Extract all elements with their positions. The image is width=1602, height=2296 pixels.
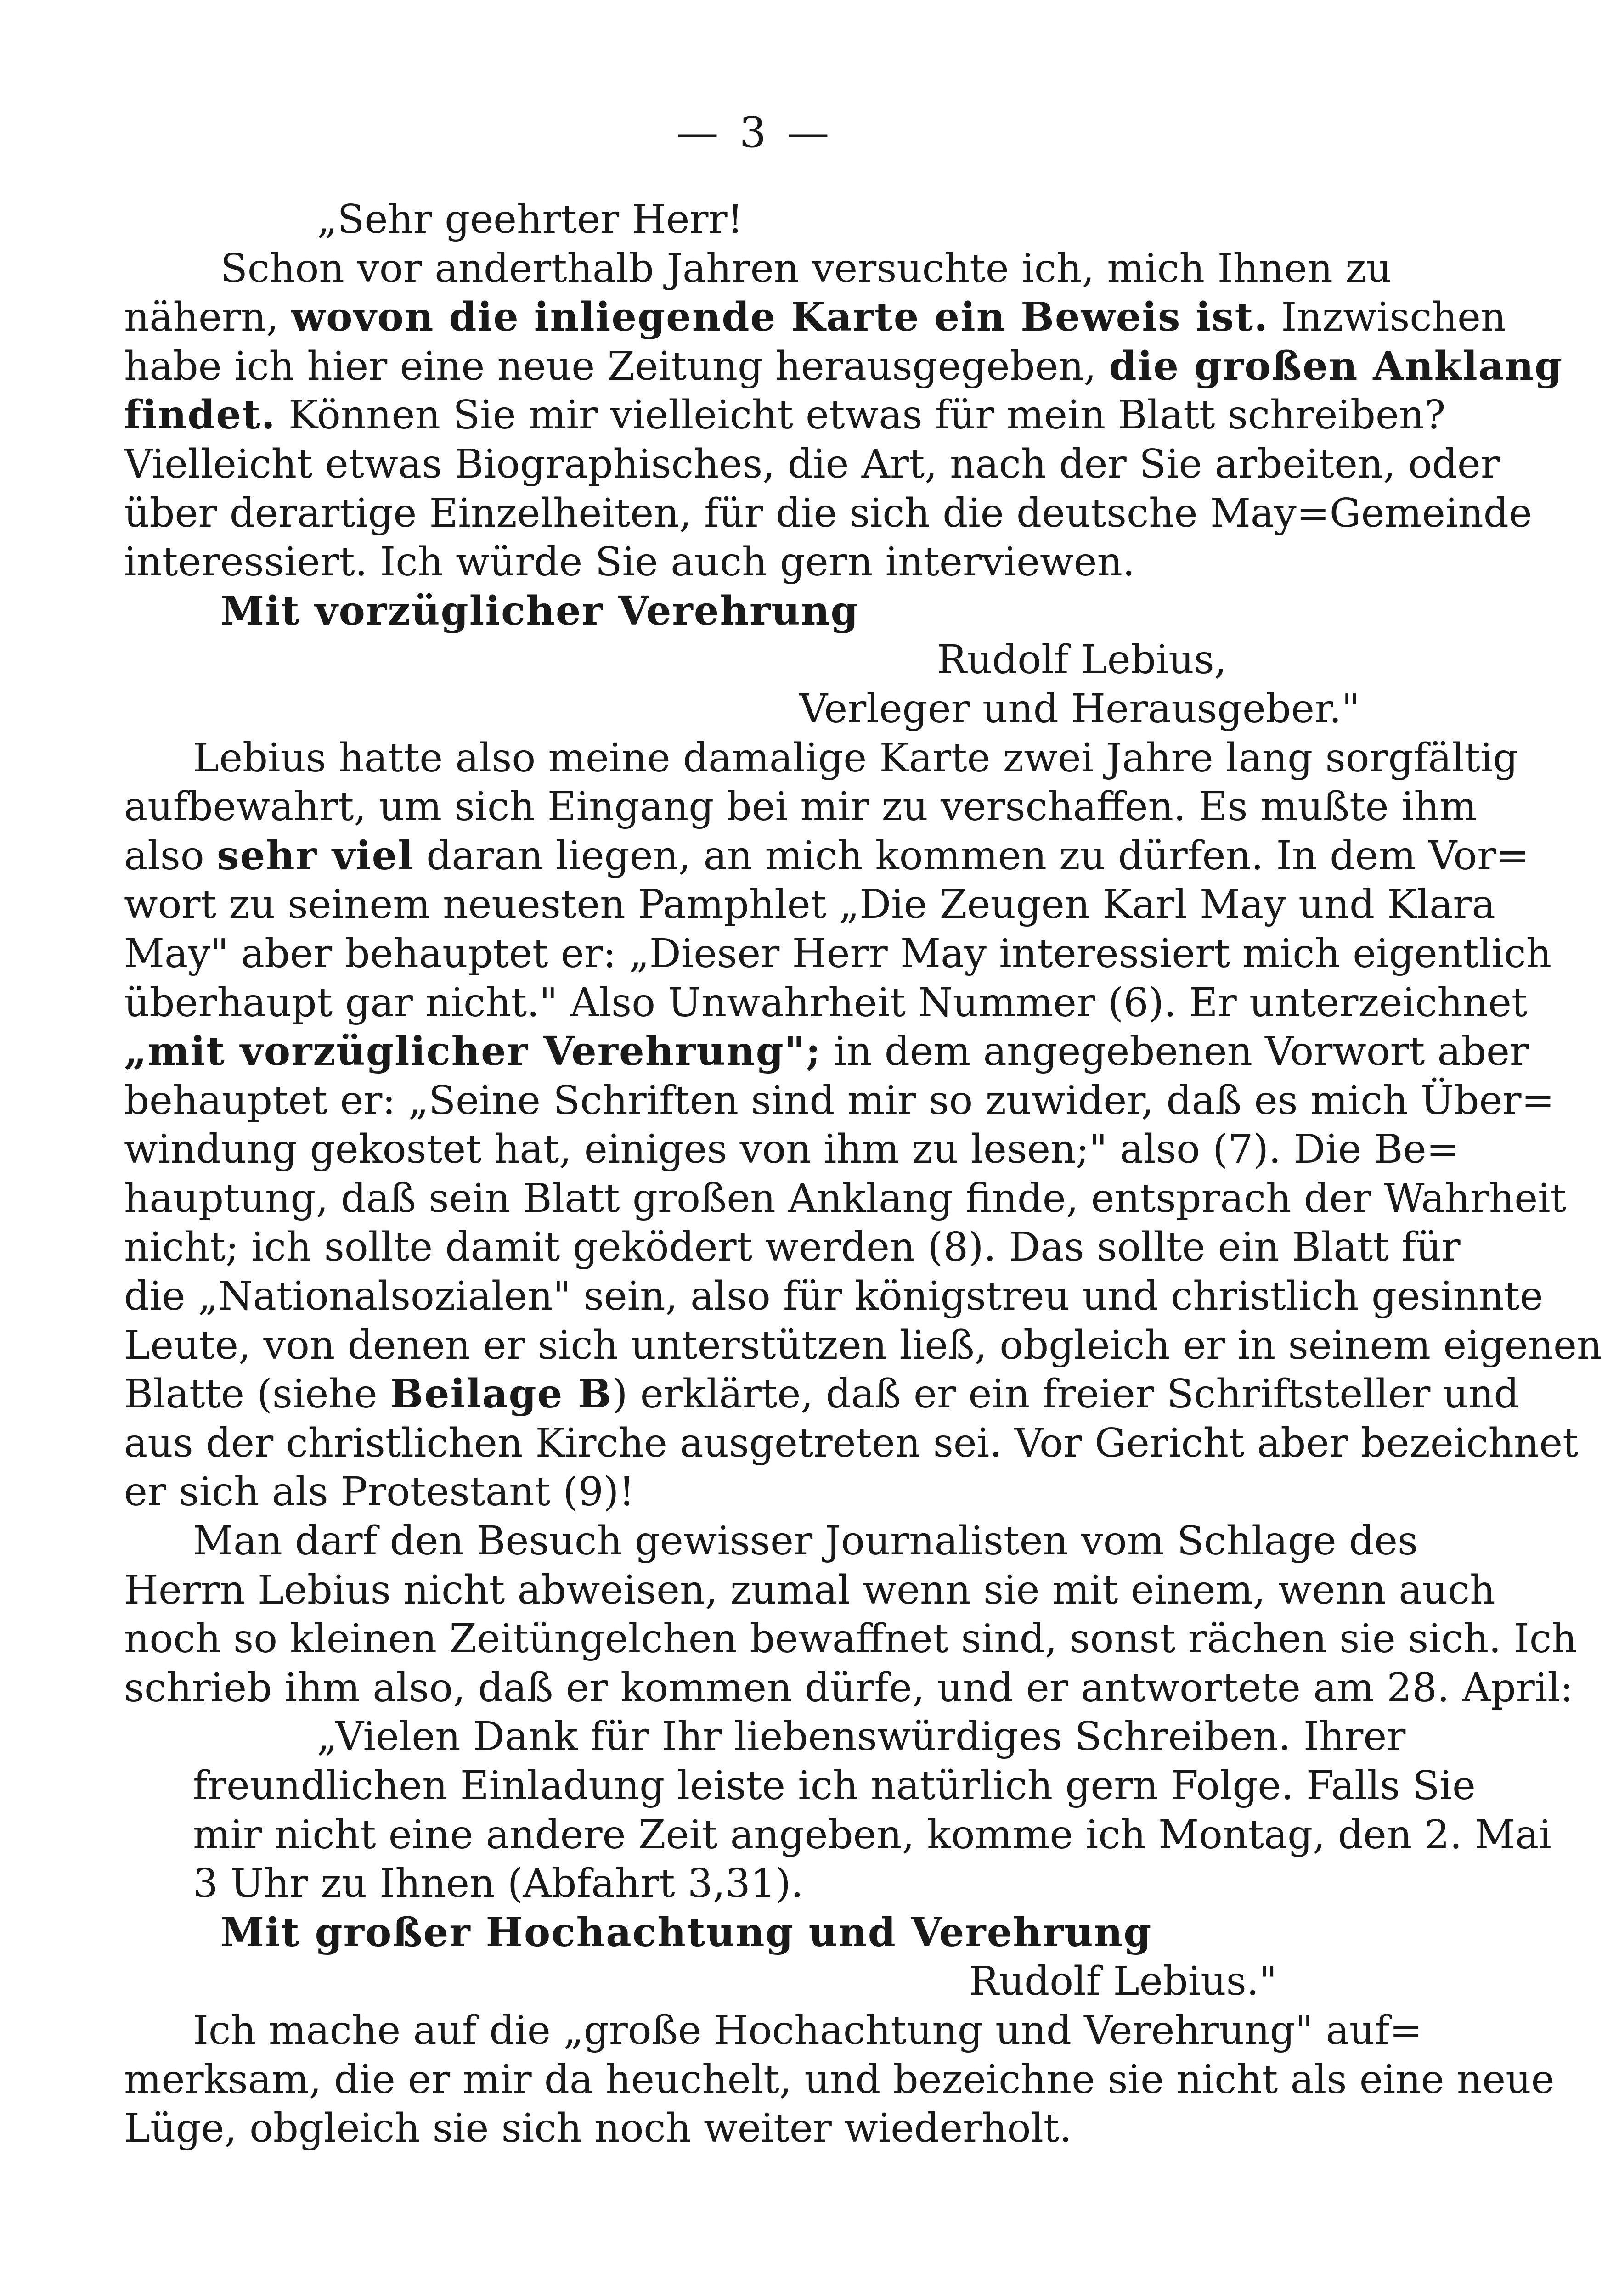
- text-line: [124, 929, 1552, 979]
- text-segment: Können Sie mir vielleicht etwas für mein Blatt schreiben?: [276, 392, 1446, 439]
- text-line: [124, 636, 1392, 685]
- text-line: [124, 1859, 1392, 1908]
- body-text: [124, 195, 1602, 2153]
- text-line: [124, 1321, 1602, 1370]
- text-segment: Leute, von denen er sich unterstützen ließ, obgleich er in seinem eigenen: [124, 1322, 1602, 1368]
- text-segment: Lüge, obgleich sie sich noch weiter wiederholt.: [124, 2105, 1072, 2152]
- emphasized-text: Mit großer Hochachtung und Verehrung: [220, 1909, 1152, 1956]
- text-segment: wort zu seinem neuesten Pamphlet „Die Zeugen Karl May und Klara: [124, 882, 1495, 928]
- text-segment: Lebius hatte also meine damalige Karte zwei Jahre lang sorgfältig: [193, 735, 1518, 781]
- emphasized-text: findet.: [124, 392, 276, 439]
- text-segment: interessiert. Ich würde Sie auch gern interviewen.: [124, 539, 1135, 585]
- text-line: [124, 1566, 1495, 1615]
- text-segment: behauptet er: „Seine Schriften sind mir so zuwider, daß es mich Über=: [124, 1077, 1555, 1124]
- text-segment: „Vielen Dank für Ihr liebenswürdiges Schreiben. Ihrer: [317, 1714, 1406, 1760]
- text-line: [124, 1957, 1392, 2006]
- text-line: [124, 2104, 1392, 2153]
- emphasized-text: Beilage B: [390, 1371, 612, 1418]
- text-segment: windung gekostet hat, einiges von ihm zu lesen;" also (7). Die Be=: [124, 1126, 1460, 1173]
- text-segment: in dem angegebenen Vorwort aber: [821, 1029, 1529, 1075]
- text-line: [124, 391, 1446, 440]
- text-segment: hauptung, daß sein Blatt großen Anklang finde, entsprach der Wahrheit: [124, 1175, 1567, 1221]
- text-line: [124, 1761, 1476, 1811]
- text-segment: daran liegen, an mich kommen zu dürfen. In dem Vor=: [413, 833, 1529, 879]
- text-segment: über derartige Einzelheiten, für die sich die deutsche May=Gemeinde: [124, 490, 1532, 536]
- text-segment: habe ich hier eine neue Zeitung herausgegeben,: [124, 343, 1109, 389]
- text-segment: Rudolf Lebius,: [937, 637, 1227, 683]
- text-segment: schrieb ihm also, daß er kommen dürfe, und er antwortete am 28. April:: [124, 1665, 1574, 1711]
- text-segment: 3 Uhr zu Ihnen (Abfahrt 3,31).: [193, 1861, 804, 1907]
- page-number: — 3 —: [676, 108, 833, 157]
- text-line: [124, 2055, 1555, 2105]
- text-segment: Vielleicht etwas Biographisches, die Art, nach der Sie arbeiten, oder: [124, 441, 1500, 487]
- text-segment: Herrn Lebius nicht abweisen, zumal wenn sie mit einem, wenn auch: [124, 1567, 1495, 1613]
- text-segment: die „Nationalsozialen" sein, also für königstreu und christlich gesinnte: [124, 1273, 1543, 1320]
- text-line: [124, 195, 1392, 244]
- text-line: [124, 782, 1477, 832]
- text-segment: noch so kleinen Zeitüngelchen bewaffnet sind, sonst rächen sie sich. Ich: [124, 1616, 1577, 1662]
- emphasized-text: Mit vorzüglicher Verehrung: [220, 587, 859, 634]
- text-line: [124, 244, 1392, 293]
- text-line: [124, 293, 1506, 342]
- text-line: [124, 1664, 1574, 1713]
- text-line: [124, 1908, 1392, 1958]
- text-segment: Blatte (siehe: [124, 1371, 390, 1418]
- text-line: [124, 1076, 1555, 1125]
- text-segment: merksam, die er mir da heuchelt, und bezeichne sie nicht als eine neue: [124, 2056, 1555, 2103]
- text-segment: Inzwischen: [1269, 294, 1506, 341]
- text-line: [124, 1712, 1406, 1761]
- text-line: [124, 440, 1500, 489]
- text-line: [124, 2006, 1423, 2055]
- text-segment: ) erklärte, daß er ein freier Schriftsteller und: [612, 1371, 1519, 1418]
- text-line: [124, 1125, 1460, 1174]
- text-line: [124, 1419, 1579, 1468]
- text-line: [124, 880, 1495, 929]
- emphasized-text: sehr viel: [217, 832, 414, 879]
- text-segment: freundlichen Einladung leiste ich natürlich gern Folge. Falls Sie: [193, 1763, 1476, 1809]
- text-line: [124, 685, 1392, 734]
- text-line: [124, 489, 1532, 538]
- text-line: [124, 832, 1529, 881]
- text-line: [124, 1811, 1551, 1860]
- text-segment: Man darf den Besuch gewisser Journalisten vom Schlage des: [193, 1518, 1418, 1564]
- text-segment: überhaupt gar nicht." Also Unwahrheit Nummer (6). Er unterzeichnet: [124, 979, 1528, 1026]
- text-line: [124, 1370, 1519, 1419]
- text-line: [124, 1174, 1567, 1223]
- emphasized-text: wovon die inliegende Karte ein Beweis ist.: [291, 294, 1269, 341]
- emphasized-text: die großen Anklang: [1109, 343, 1563, 389]
- text-line: [124, 1272, 1543, 1321]
- text-segment: „Sehr geehrter Herr!: [317, 197, 744, 242]
- text-segment: er sich als Protestant (9)!: [124, 1469, 635, 1515]
- text-segment: also: [124, 833, 217, 879]
- text-segment: May" aber behauptet er: „Dieser Herr May interessiert mich eigentlich: [124, 930, 1552, 977]
- text-line: [124, 1517, 1418, 1566]
- text-segment: aufbewahrt, um sich Eingang bei mir zu verschaffen. Es mußte ihm: [124, 784, 1477, 830]
- text-line: [124, 1027, 1529, 1076]
- text-segment: mir nicht eine andere Zeit angeben, komme ich Montag, den 2. Mai: [193, 1812, 1551, 1858]
- text-line: [124, 1615, 1577, 1664]
- text-line: [124, 587, 1392, 636]
- text-segment: Ich mache auf die „große Hochachtung und Verehrung" auf=: [193, 2007, 1423, 2054]
- text-segment: Rudolf Lebius.": [969, 1958, 1277, 2005]
- text-segment: aus der christlichen Kirche ausgetreten sei. Vor Gericht aber bezeichnet: [124, 1420, 1579, 1466]
- text-line: [124, 342, 1563, 391]
- text-line: [124, 538, 1392, 587]
- text-line: [124, 979, 1528, 1028]
- text-segment: Schon vor anderthalb Jahren versuchte ich, mich Ihnen zu: [220, 245, 1392, 292]
- text-segment: nicht; ich sollte damit geködert werden (8). Das sollte ein Blatt für: [124, 1224, 1461, 1271]
- emphasized-text: „mit vorzüglicher Verehrung";: [124, 1028, 822, 1075]
- text-segment: Verleger und Herausgeber.": [799, 686, 1360, 732]
- text-line: [124, 1223, 1461, 1272]
- text-line: [124, 1468, 1392, 1517]
- text-segment: nähern,: [124, 294, 292, 341]
- text-line: [124, 734, 1518, 783]
